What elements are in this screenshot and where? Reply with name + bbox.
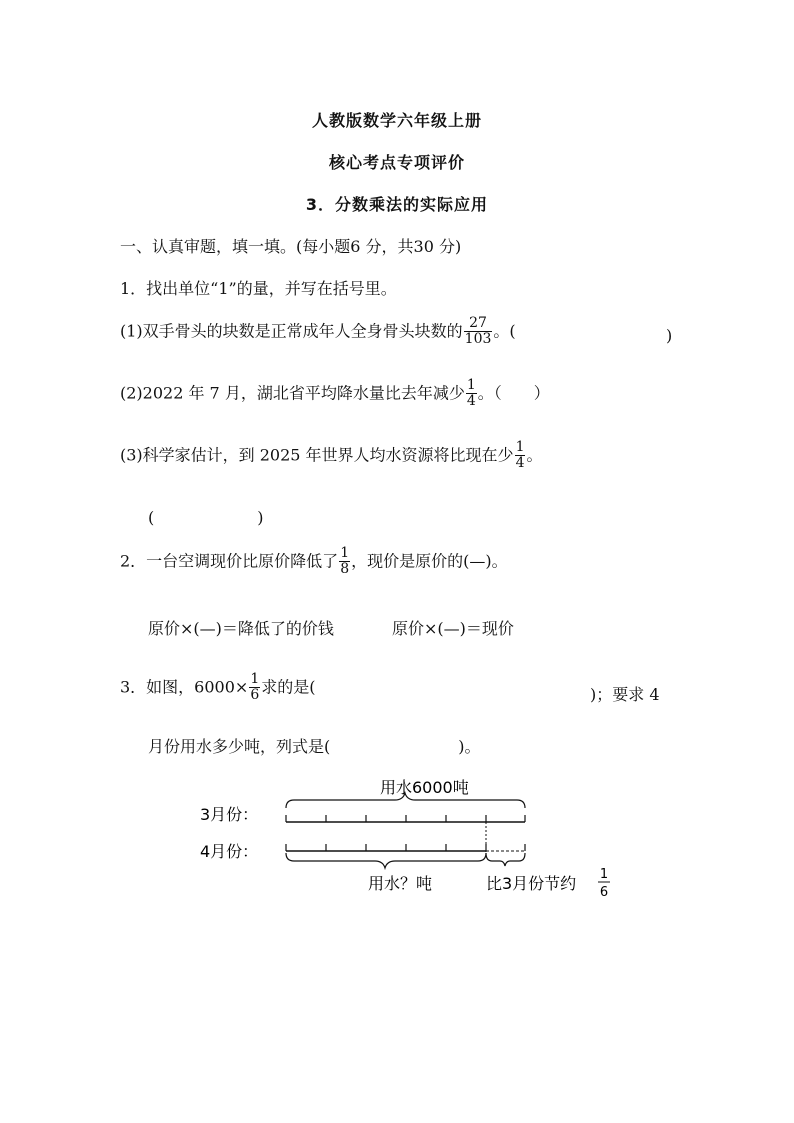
fraction-numerator: 1 <box>340 545 350 561</box>
right-frac-num: 1 <box>599 867 609 882</box>
q3-text-c: )；要求 4 <box>590 685 660 704</box>
fraction-denominator: 4 <box>466 393 476 410</box>
q3-text-b: 求的是( <box>261 677 316 697</box>
q1-3-period: 。 <box>526 445 543 465</box>
q1-3-answer-blank[interactable]: ( ) <box>148 508 265 527</box>
march-label: 3月份： <box>200 805 259 824</box>
fraction-numerator: 27 <box>464 316 493 332</box>
march-ticks <box>286 815 525 822</box>
right-frac-den: 6 <box>599 885 609 900</box>
q3-text-a: 3．如图，6000× <box>120 677 249 697</box>
right-label: 比3月份节约 <box>486 874 577 893</box>
fraction-denominator: 4 <box>515 455 525 472</box>
bottom-label: 用水？吨 <box>368 874 433 893</box>
q2-formula-2: 原价×(—)＝现价 <box>392 619 514 638</box>
april-label: 4月份： <box>200 842 259 861</box>
top-label: 用水6000吨 <box>380 778 469 797</box>
fraction-numerator: 1 <box>250 671 260 687</box>
q2-text-b: ，现价是原价的(—)。 <box>351 551 508 571</box>
q1-1-text: (1)双手骨头的块数是正常成年人全身骨头块数的 <box>120 321 463 341</box>
q1-1-open-paren: 。( <box>493 321 516 341</box>
april-ticks <box>286 844 525 851</box>
unit-title: 核心考点专项评价 <box>328 153 465 172</box>
fraction-denominator: 6 <box>250 687 260 704</box>
q2-formula-1: 原价×(—)＝降低了的价钱 <box>148 619 334 638</box>
book-title: 人教版数学六年级上册 <box>311 111 482 130</box>
fraction-denominator: 8 <box>340 561 350 578</box>
fraction-numerator: 1 <box>466 377 476 393</box>
q1-1-answer-close[interactable]: ) <box>666 326 673 345</box>
bottom-brace-used <box>286 853 486 868</box>
q1-3-text: (3)科学家估计，到 2025 年世界人均水资源将比现在少 <box>120 445 514 465</box>
q2-text-a: 2．一台空调现价比原价降低了 <box>120 551 339 571</box>
question-1-stem: 1．找出单位“1”的量，并写在括号里。 <box>120 279 397 298</box>
lesson-title: 3．分数乘法的实际应用 <box>305 195 489 214</box>
section-heading: 一、认真审题，填一填。(每小题6 分，共30 分) <box>120 237 462 256</box>
q1-2-text: (2)2022 年 7 月，湖北省平均降水量比去年减少 <box>120 383 465 403</box>
fraction-numerator: 1 <box>515 439 525 455</box>
top-brace <box>286 793 525 808</box>
bottom-brace-saved <box>486 853 525 866</box>
q1-2-answer-blank[interactable]: 。（ ） <box>477 383 550 403</box>
fraction-denominator: 103 <box>464 331 492 348</box>
q3-line-2: 月份用水多少吨，列式是( )。 <box>148 737 481 756</box>
